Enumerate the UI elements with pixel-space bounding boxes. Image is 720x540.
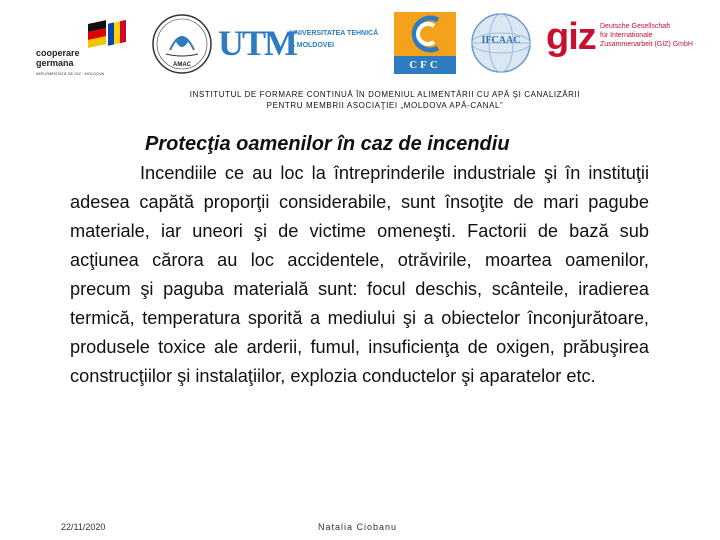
amac-label: AMAC	[173, 62, 191, 68]
cooperare-small-text: IMPLEMENTATĂ DE GIZ · MOLDOVA	[36, 71, 105, 76]
amac-logo	[146, 12, 218, 76]
giz-wordmark: giz	[546, 16, 596, 58]
footer-date: 22/11/2020	[61, 522, 106, 532]
utm-line2: A MOLDOVEI	[290, 42, 335, 49]
institute-header	[160, 89, 610, 111]
giz-line3: Zusammenarbeit (GIZ) GmbH	[600, 41, 693, 48]
logo-bar	[0, 0, 720, 90]
cfc-logo	[394, 12, 456, 74]
slide-title: Protecţia oamenilor în caz de incendiu	[145, 133, 510, 155]
giz-line2: für Internationale	[600, 32, 653, 39]
cooperare-line1: cooperare	[36, 48, 80, 58]
footer-author: Natalia Ciobanu	[318, 522, 398, 532]
slide-body-text: Incendiile ce au loc la întreprinderile industriale şi în instituţii adesea capătă proporţii considerabile, sunt însoţite de mari pagube materiale, iar uneori şi de victime omeneşti. Factorii de bază sub acţiunea cărora au loc accidentele, otrăvirile, moartea oamenilor, precum şi paguba materială sunt: focul deschis, scânteile, iradierea termică, temperatura sporită a mediului şi a obiectelor înconjurătoare, produsele toxice ale arderii, fumul, insuficienţa de oxigen, prăbuşirea construcţiilor şi instalaţiilor, explozia conductelor şi aparatelor etc.	[70, 163, 649, 386]
cfc-label: CFC	[394, 56, 456, 74]
institute-line1: INSTITUTUL DE FORMARE CONTINUĂ ÎN DOMENIUL ALIMENTĂRII CU APĂ ŞI CANALIZĂRII	[189, 90, 581, 99]
cfc-emblem-icon	[394, 12, 456, 56]
slide-body	[70, 159, 649, 391]
ifcaac-logo	[470, 12, 532, 74]
utm-line1: UNIVERSITATEA TEHNICĂ	[290, 30, 379, 37]
institute-line2: PENTRU MEMBRII ASOCIAŢIEI „MOLDOVA APĂ-CANAL”	[266, 101, 504, 110]
cooperare-germana-logo	[34, 14, 134, 80]
utm-logo	[218, 22, 388, 72]
ifcaac-label: IFCAAC	[481, 35, 521, 46]
giz-line1: Deutsche Gesellschaft	[600, 23, 671, 30]
cooperare-line2: germana	[36, 58, 74, 68]
flags-icon	[88, 18, 128, 54]
utm-letters: UTM	[218, 23, 296, 63]
giz-logo	[546, 18, 716, 68]
